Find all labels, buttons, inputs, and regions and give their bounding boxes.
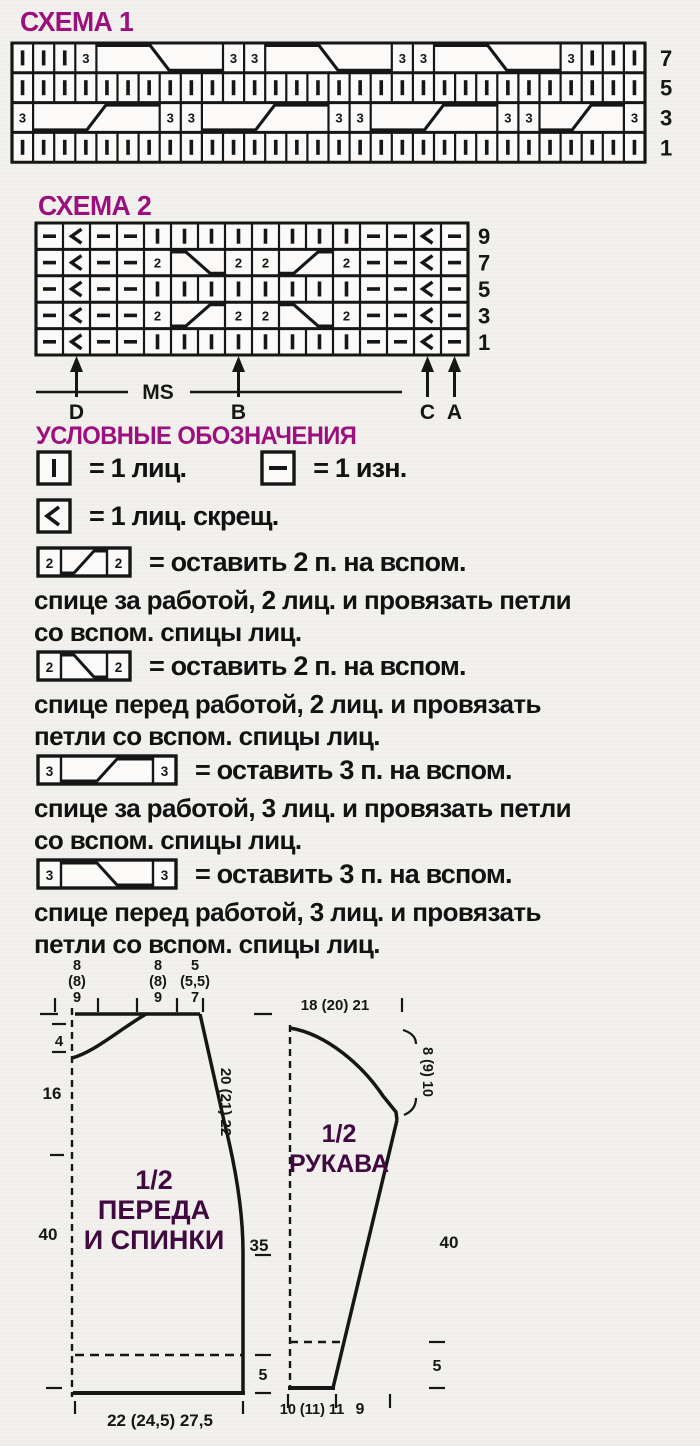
legend-symbol-cable2up-icon (34, 544, 134, 580)
legend-item (34, 648, 684, 684)
svg-text:3: 3 (251, 50, 259, 66)
legend-text-line: спице за работой, 3 лиц. и провязать петли (34, 793, 572, 823)
legend-text-line: спице перед работой, 3 лиц. и провязать (34, 897, 541, 927)
legend-text: = оставить 2 п. на вспом. (149, 546, 466, 577)
svg-text:2: 2 (153, 255, 162, 271)
legend-text-line: петли со вспом. спицы лиц. (34, 929, 380, 959)
svg-text:3: 3 (525, 110, 533, 126)
legend-text: = оставить 2 п. на вспом. (149, 650, 466, 681)
svg-text:3: 3 (45, 764, 54, 779)
svg-text:5: 5 (190, 958, 200, 974)
chart1-title: СХЕМА 1 (20, 6, 134, 37)
legend-item (34, 448, 684, 488)
svg-text:3: 3 (18, 110, 27, 126)
legend-text: = оставить 3 п. на вспом. (195, 754, 512, 785)
legend-text-line: петли со вспом. спицы лиц. (34, 721, 380, 751)
legend-title: УСЛОВНЫЕ ОБОЗНАЧЕНИЯ (36, 422, 357, 450)
svg-text:4: 4 (54, 1033, 64, 1050)
svg-text:3: 3 (166, 110, 174, 126)
svg-text:3: 3 (660, 105, 673, 131)
svg-text:5: 5 (660, 75, 673, 101)
svg-text:3: 3 (419, 50, 428, 66)
svg-text:5: 5 (478, 277, 491, 302)
svg-text:2: 2 (153, 308, 162, 324)
legend-symbol-cable2down-icon (34, 648, 134, 684)
svg-text:2: 2 (261, 308, 270, 324)
svg-text:(5,5): (5,5) (180, 974, 210, 990)
svg-text:18 (20) 21: 18 (20) 21 (300, 997, 370, 1014)
svg-text:9: 9 (478, 224, 491, 250)
sleeve-schematic-svg (265, 990, 495, 1430)
legend-symbol-knit-icon (34, 448, 74, 488)
svg-text:3: 3 (478, 303, 491, 329)
svg-text:3: 3 (504, 110, 512, 126)
legend-text: = 1 лиц. (89, 452, 187, 483)
legend-list (34, 448, 684, 960)
svg-text:8 (9) 10: 8 (9) 10 (419, 1047, 435, 1097)
svg-text:1: 1 (660, 135, 673, 161)
svg-text:8: 8 (153, 958, 163, 974)
svg-text:9: 9 (153, 990, 163, 1006)
svg-text:40: 40 (439, 1233, 459, 1252)
svg-text:2: 2 (45, 660, 54, 675)
svg-text:A: A (446, 401, 463, 424)
svg-text:7: 7 (660, 45, 673, 71)
legend-text-line: со вспом. спицы лиц. (34, 617, 302, 647)
legend-text-line: спице перед работой, 2 лиц. и провязать (34, 689, 541, 719)
legend-symbol-twist-icon (34, 496, 74, 536)
svg-text:3: 3 (567, 50, 575, 66)
legend-symbol-cable3up-icon (34, 752, 180, 788)
svg-text:2: 2 (114, 556, 123, 571)
chart2-grid (34, 220, 534, 435)
svg-text:35: 35 (249, 1236, 269, 1255)
svg-text:(8): (8) (68, 974, 86, 990)
legend-text-line: со вспом. спицы лиц. (34, 825, 302, 855)
svg-text:2: 2 (45, 556, 54, 571)
legend-item (34, 752, 684, 788)
svg-text:3: 3 (398, 50, 406, 66)
svg-text:3: 3 (45, 868, 54, 883)
svg-text:3: 3 (160, 764, 169, 779)
svg-text:1/2: 1/2 (135, 1165, 173, 1195)
svg-text:1: 1 (478, 329, 491, 355)
svg-text:5: 5 (432, 1358, 442, 1375)
svg-text:40: 40 (38, 1225, 58, 1244)
svg-text:7: 7 (190, 990, 200, 1006)
svg-text:ПЕРЕДА: ПЕРЕДА (97, 1195, 211, 1225)
svg-text:9: 9 (355, 1401, 365, 1418)
chart2-title: СХЕМА 2 (38, 190, 152, 221)
svg-text:(8): (8) (149, 974, 167, 990)
legend-symbol-purl-icon (258, 448, 298, 488)
svg-text:3: 3 (356, 110, 364, 126)
sleeve-schematic (265, 990, 495, 1435)
legend-item (34, 856, 684, 892)
svg-text:2: 2 (342, 308, 351, 324)
legend-text-line: спице за работой, 2 лиц. и провязать петли (34, 585, 572, 615)
svg-text:8: 8 (72, 958, 82, 974)
svg-text:3: 3 (335, 110, 343, 126)
svg-text:D: D (68, 401, 85, 424)
legend-text: = оставить 3 п. на вспом. (195, 858, 512, 889)
svg-text:2: 2 (234, 308, 243, 324)
legend-item (34, 496, 684, 536)
svg-text:2: 2 (342, 255, 351, 271)
svg-text:22 (24,5) 27,5: 22 (24,5) 27,5 (107, 1411, 213, 1430)
legend-symbol-cable3down-icon (34, 856, 180, 892)
svg-text:5: 5 (258, 1367, 268, 1384)
svg-text:И СПИНКИ: И СПИНКИ (83, 1225, 225, 1255)
legend-text: = 1 изн. (313, 452, 407, 483)
svg-text:C: C (419, 401, 436, 424)
svg-text:3: 3 (160, 868, 169, 883)
chart2-svg (34, 220, 534, 430)
svg-text:16: 16 (42, 1084, 62, 1103)
svg-text:3: 3 (630, 110, 639, 126)
svg-text:2: 2 (114, 660, 123, 675)
legend-text: = 1 лиц. скрещ. (89, 500, 279, 531)
svg-text:7: 7 (478, 250, 491, 276)
body-schematic (14, 956, 284, 1446)
svg-text:2: 2 (261, 255, 270, 271)
legend-item (34, 544, 684, 580)
svg-text:РУКАВА: РУКАВА (288, 1150, 390, 1178)
chart1-svg (10, 40, 700, 170)
svg-text:1/2: 1/2 (321, 1120, 357, 1148)
svg-text:20 (21) 22: 20 (21) 22 (217, 1067, 234, 1137)
body-schematic-svg (14, 956, 284, 1446)
svg-text:3: 3 (187, 110, 195, 126)
svg-text:3: 3 (229, 50, 238, 66)
svg-text:10 (11) 11: 10 (11) 11 (279, 1402, 345, 1418)
svg-text:9: 9 (72, 990, 82, 1006)
chart1-grid (10, 40, 700, 175)
svg-text:3: 3 (82, 50, 90, 66)
svg-text:B: B (230, 401, 247, 424)
svg-text:MS: MS (142, 381, 174, 404)
svg-text:2: 2 (234, 255, 243, 271)
